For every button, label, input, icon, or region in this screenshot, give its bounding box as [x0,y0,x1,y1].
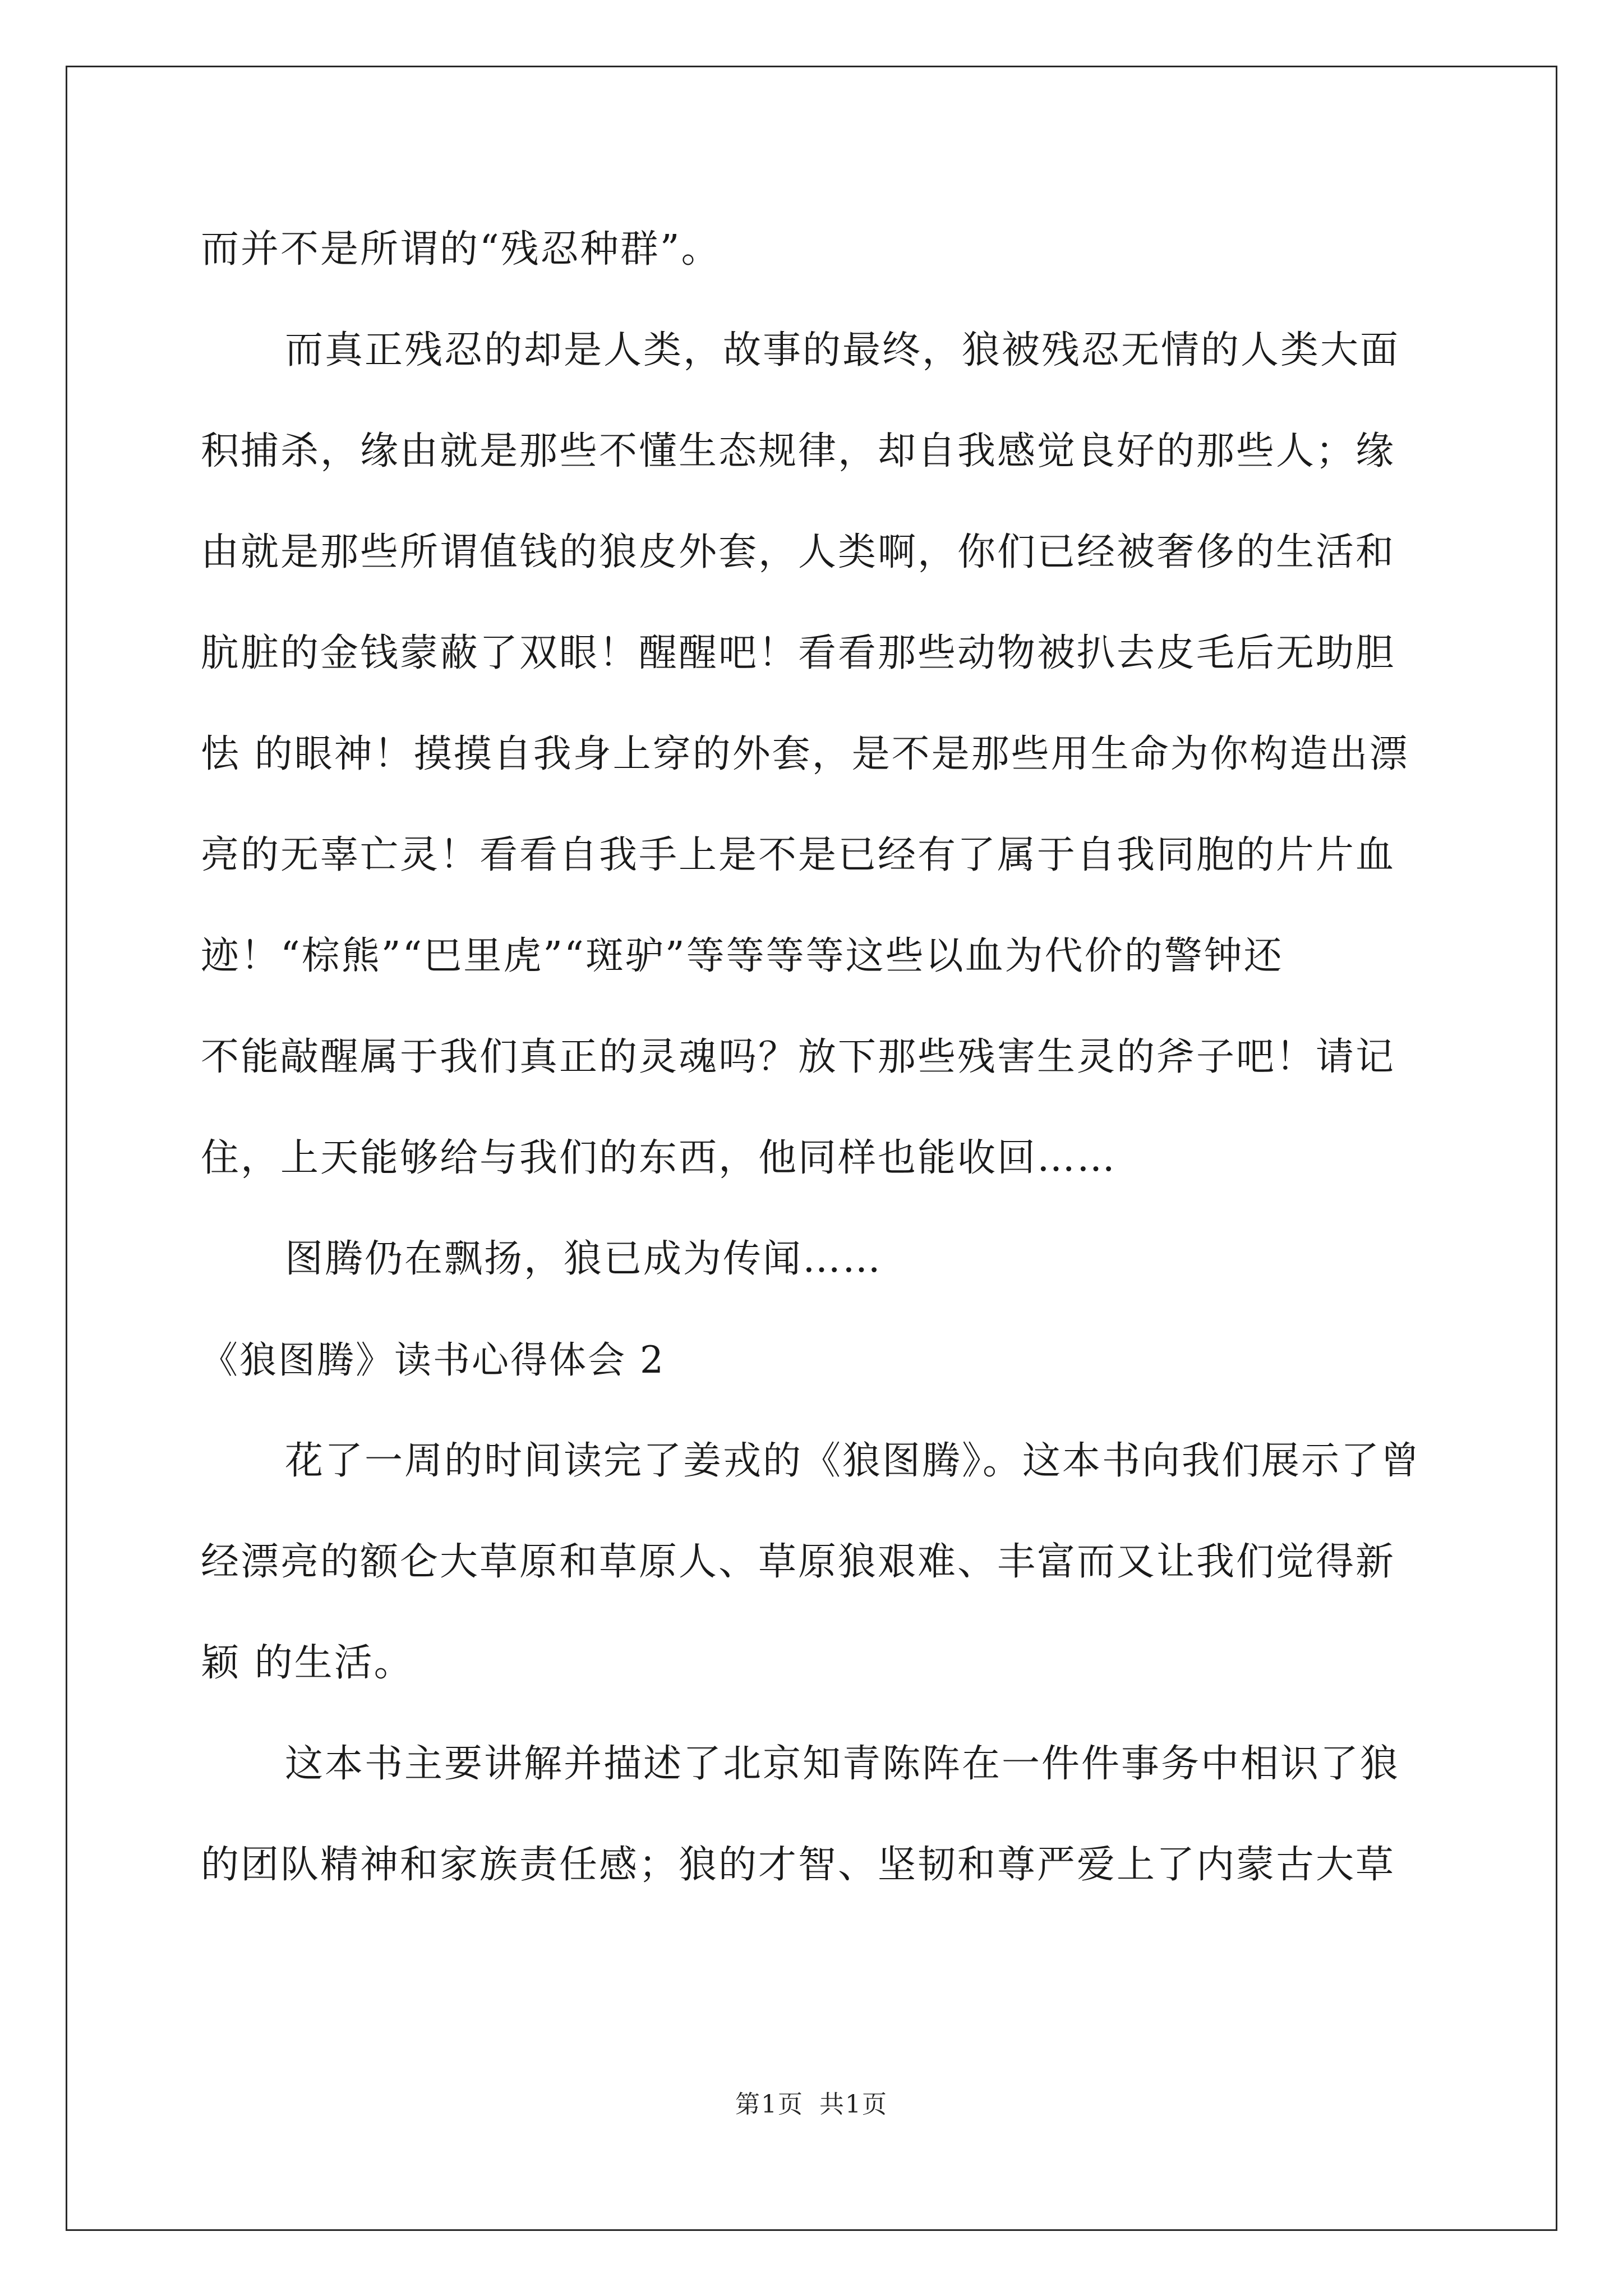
page-footer [0,2084,1623,2120]
paragraph-first-line: 而真正残忍的却是人类，故事的最终，狼被残忍无情的人类大面 [285,328,1400,372]
body-line: 而并不是所谓的“残忍种群”。 [201,227,721,272]
body-line: 积捕杀，缘由就是那些不懂生态规律，却自我感觉良好的那些人；缘 [201,429,1396,473]
body-line: 颖 的生活。 [201,1641,414,1685]
paragraph-first-line: 花了一周的时间读完了姜戎的《狼图腾》。这本书向我们展示了曾 [285,1439,1421,1483]
body-line: 怯 的眼神！摸摸自我身上穿的外套，是不是那些用生命为你构造出漂 [201,732,1409,776]
body-line: 经漂亮的额仑大草原和草原人、草原狼艰难、丰富而又让我们觉得新 [201,1540,1396,1584]
section-heading: 《狼图腾》读书心得体会 2 [201,1338,665,1382]
body-line: 迹！“棕熊”“巴里虎”“斑驴”等等等等这些以血为代价的警钟还 [201,934,1284,978]
body-line: 肮脏的金钱蒙蔽了双眼！醒醒吧！看看那些动物被扒去皮毛后无助胆 [201,631,1396,675]
paragraph-first-line: 图腾仍在飘扬，狼已成为传闻…… [285,1237,883,1281]
page-number: 第1页 [735,2090,804,2119]
body-line: 住，上天能够给与我们的东西，他同样也能收回…… [201,1136,1117,1180]
body-line: 不能敲醒属于我们真正的灵魂吗？放下那些残害生灵的斧子吧！请记 [201,1035,1396,1079]
body-line: 由就是那些所谓值钱的狼皮外套，人类啊，你们已经被奢侈的生活和 [201,530,1396,574]
body-line: 的团队精神和家族责任感；狼的才智、坚韧和尊严爱上了内蒙古大草 [201,1843,1396,1887]
document-body [201,199,1435,1916]
paragraph-first-line: 这本书主要讲解并描述了北京知青陈阵在一件件事务中相识了狼 [285,1742,1400,1786]
page-total: 共1页 [819,2090,888,2119]
body-line: 亮的无辜亡灵！看看自我手上是不是已经有了属于自我同胞的片片血 [201,833,1396,877]
